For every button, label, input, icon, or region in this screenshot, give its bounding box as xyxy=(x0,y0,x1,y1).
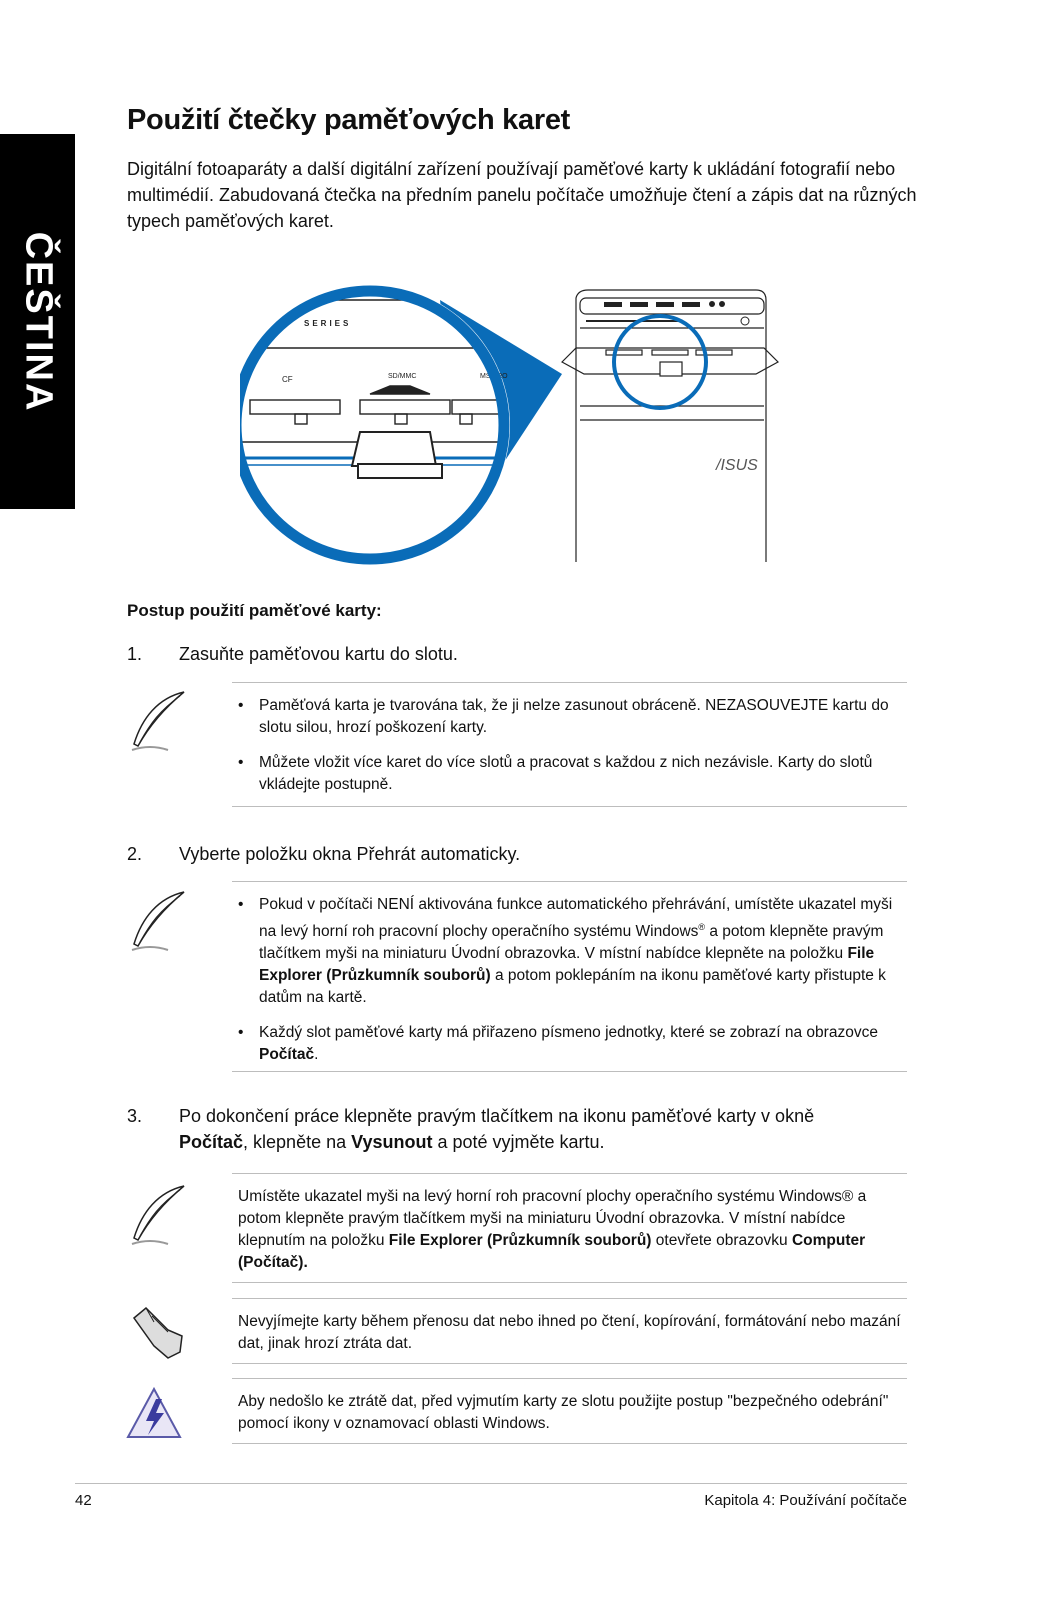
series-label: SERIES xyxy=(304,319,352,328)
warning-box xyxy=(232,1378,907,1444)
warning-triangle-icon xyxy=(126,1385,186,1455)
power-button-icon xyxy=(741,317,749,325)
magnified-view xyxy=(240,285,542,565)
hand-caution-icon xyxy=(128,1302,188,1372)
pc-tower-front xyxy=(562,290,778,562)
step-number: 2. xyxy=(127,844,143,864)
note-bullet: • Paměťová karta je tvarována tak, že ji nelze zasunout obráceně. NEZASOUVEJTE kartu do slotu silou, hrozí poškození karty. xyxy=(238,697,889,736)
caution-text: Nevyjímejte karty během přenosu dat nebo ihned po čtení, kopírování, formátování nebo mazání dat, jinak hrozí ztráta dat. xyxy=(238,1313,901,1352)
slot-label-sd: SD/MMC xyxy=(388,373,417,380)
footer-divider xyxy=(75,1483,907,1484)
step-text: Vyberte položku okna Přehrát automaticky. xyxy=(179,844,521,864)
brand-logo: /ISUS xyxy=(716,457,758,474)
language-label: ČEŠTINA xyxy=(17,231,59,412)
feather-pen-icon xyxy=(128,688,188,758)
language-side-tab xyxy=(0,134,75,509)
note-bullet: • Můžete vložit více karet do více slotů a pracovat s každou z nich nezávisle. Karty do slotů vkládejte postupně. xyxy=(238,754,873,793)
front-ports xyxy=(586,301,725,322)
caution-box xyxy=(232,1298,907,1364)
step-text: Po dokončení práce klepněte pravým tlačítkem na ikonu paměťové karty v okně Počítač, klepněte na Vysunout a poté vyjměte kartu. xyxy=(179,1106,815,1152)
note-bullet: • Pokud v počítači NENÍ aktivována funkce automatického přehrávání, umístěte ukazatel myši na levý horní roh pracovní plochy operačního systému Windows® a potom klepněte pravým tlačítkem myši na miniaturu Úvodní obrazovka. V místní nabídce klepněte na položku File Explorer (Průzkumník souborů) a potom poklepáním na ikonu paměťové karty přistupte k datům na kartě. xyxy=(238,896,893,1007)
chapter-footer: Kapitola 4: Používání počítače xyxy=(704,1492,907,1509)
slot-label-cf: CF xyxy=(282,375,293,384)
page-number: 42 xyxy=(75,1492,92,1509)
intro-paragraph: Digitální fotoaparáty a další digitální zařízení používají paměťové karty k ukládání fotografií nebo multimédií. Zabudovaná čtečka na předním panelu počítače umožňuje čtení a zápis dat na různých typech paměťových karet. xyxy=(127,159,917,231)
note-text: Umístěte ukazatel myši na levý horní roh pracovní plochy operačního systému Windows® a potom klepněte pravým tlačítkem myši na miniaturu Úvodní obrazovka. V místní nabídce klepnutím na položku File Explorer (Průzkumník souborů) otevřete obrazovku Computer (Počítač). xyxy=(238,1188,867,1271)
page-title: Použití čtečky paměťových karet xyxy=(127,104,571,136)
slot-label-ms: MS/PRO xyxy=(480,373,508,380)
warning-text: Aby nedošlo ke ztrátě dat, před vyjmutím karty ze slotu použijte postup "bezpečného odebrání" pomocí ikony v oznamovací oblasti Windows. xyxy=(238,1393,889,1432)
card-reader-illustration xyxy=(240,270,780,570)
note-box-2 xyxy=(232,881,907,1072)
step-number: 1. xyxy=(127,644,143,664)
note-bullet: • Každý slot paměťové karty má přiřazeno písmeno jednotky, které se zobrazí na obrazovce Počítač. xyxy=(238,1024,878,1064)
note-box-1 xyxy=(232,682,907,807)
note-box-3 xyxy=(232,1173,907,1283)
procedure-heading: Postup použití paměťové karty: xyxy=(127,601,382,620)
feather-pen-icon xyxy=(128,888,188,958)
feather-pen-icon xyxy=(128,1182,188,1252)
step-number: 3. xyxy=(127,1106,143,1126)
step-text: Zasuňte paměťovou kartu do slotu. xyxy=(179,644,458,664)
